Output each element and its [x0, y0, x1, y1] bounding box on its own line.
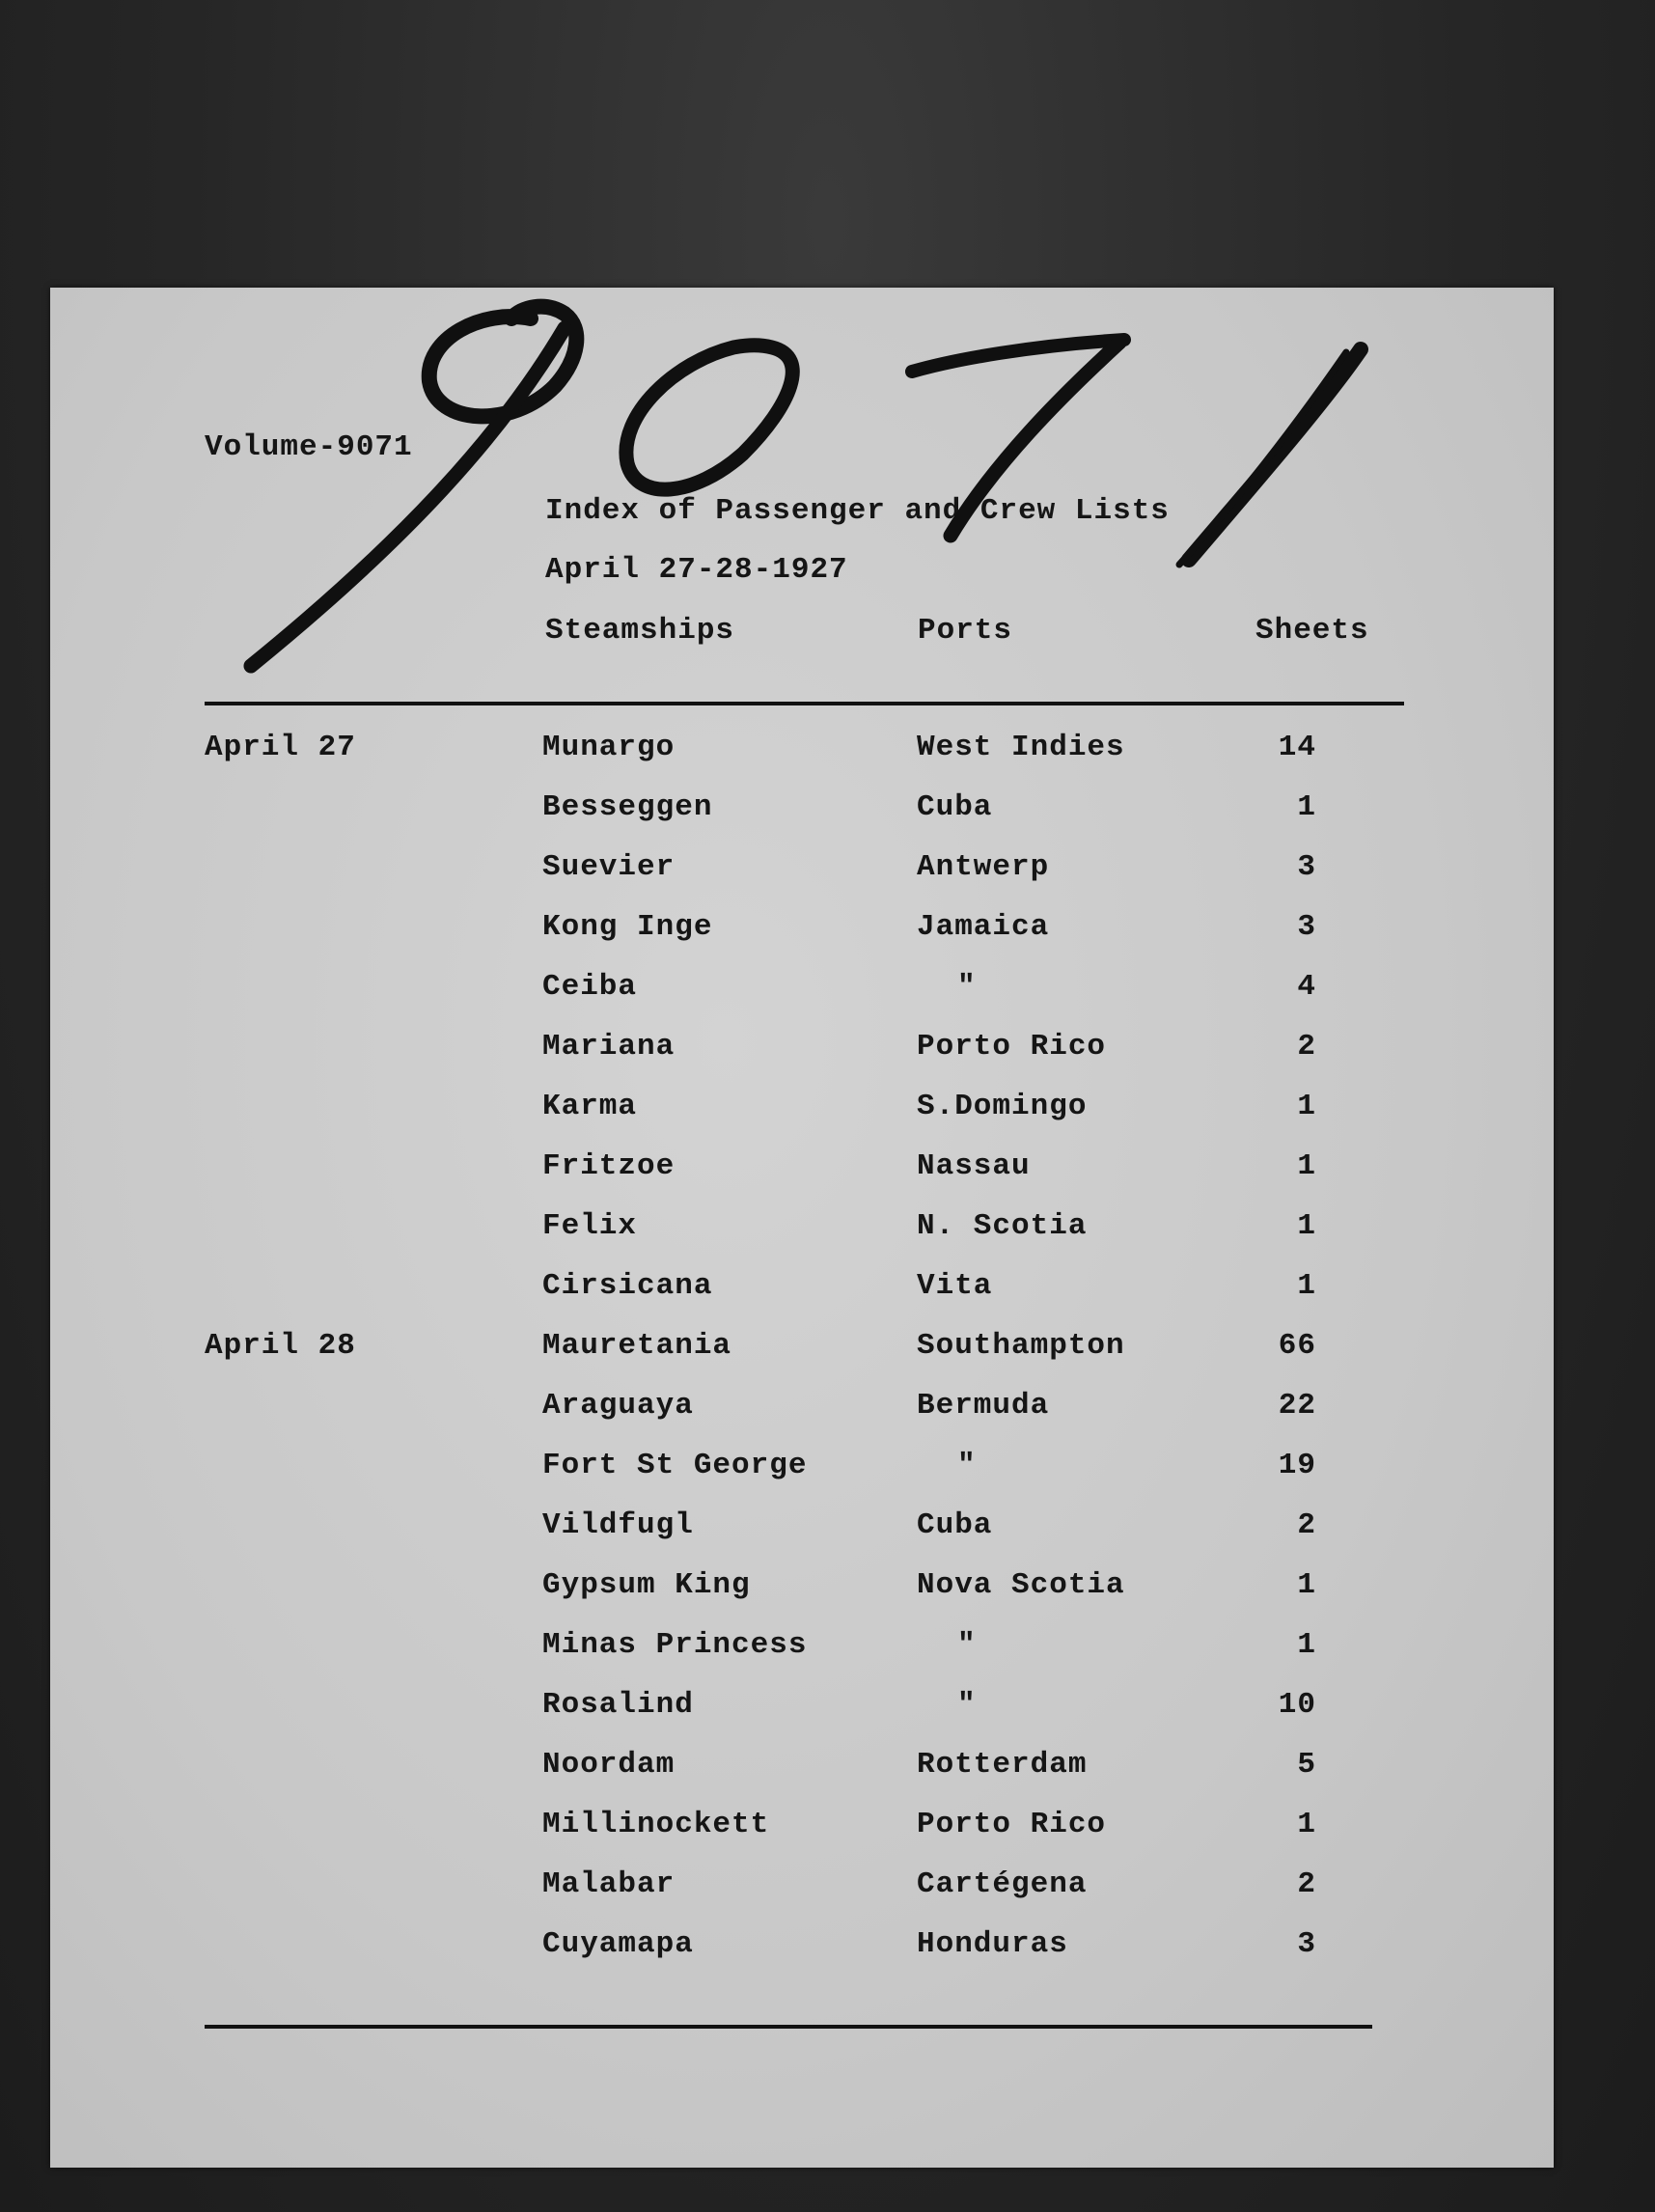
sheet-count: 5 [1297, 1748, 1316, 1782]
port-name: Jamaica [917, 910, 1050, 944]
sheet-count: 66 [1278, 1329, 1316, 1363]
footer-rule [205, 2025, 1372, 2029]
port-name: Cuba [917, 1508, 993, 1542]
sheet-count: 19 [1278, 1449, 1316, 1482]
ship-name: Minas Princess [542, 1628, 808, 1662]
port-name: " [957, 970, 977, 1004]
port-name: Antwerp [917, 850, 1050, 884]
ship-name: Fritzoe [542, 1149, 676, 1183]
sheet-count: 1 [1297, 1628, 1316, 1662]
port-name: N. Scotia [917, 1209, 1088, 1243]
header-rule [205, 702, 1404, 705]
port-name: " [957, 1688, 977, 1722]
ship-name: Mariana [542, 1030, 676, 1064]
ship-name: Malabar [542, 1867, 676, 1901]
port-name: Bermuda [917, 1389, 1050, 1423]
sheet-count: 14 [1278, 731, 1316, 764]
ship-name: Suevier [542, 850, 676, 884]
ship-name: Cuyamapa [542, 1927, 694, 1961]
sheet-count: 3 [1297, 1927, 1316, 1961]
ship-name: Araguaya [542, 1389, 694, 1423]
ship-name: Fort St George [542, 1449, 808, 1482]
sheet-count: 3 [1297, 850, 1316, 884]
ship-name: Karma [542, 1090, 638, 1123]
port-name: S.Domingo [917, 1090, 1088, 1123]
ship-name: Kong Inge [542, 910, 713, 944]
ship-name: Munargo [542, 731, 676, 764]
sheet-count: 4 [1297, 970, 1316, 1004]
sheet-count: 1 [1297, 1808, 1316, 1841]
ship-name: Rosalind [542, 1688, 694, 1722]
date-range: April 27-28-1927 [545, 553, 848, 587]
port-name: Honduras [917, 1927, 1068, 1961]
ship-name: Felix [542, 1209, 638, 1243]
port-name: Cuba [917, 790, 993, 824]
sheet-count: 2 [1297, 1508, 1316, 1542]
document-title: Index of Passenger and Crew Lists [545, 494, 1170, 528]
sheet-count: 1 [1297, 1568, 1316, 1602]
sheet-count: 2 [1297, 1030, 1316, 1064]
sheet-count: 10 [1278, 1688, 1316, 1722]
sheet-count: 1 [1297, 790, 1316, 824]
ship-name: Mauretania [542, 1329, 732, 1363]
sheet-count: 1 [1297, 1090, 1316, 1123]
sheet-count: 3 [1297, 910, 1316, 944]
group-date: April 28 [205, 1329, 356, 1363]
port-name: Southampton [917, 1329, 1125, 1363]
ship-name: Noordam [542, 1748, 676, 1782]
port-name: Rotterdam [917, 1748, 1088, 1782]
port-name: Porto Rico [917, 1030, 1107, 1064]
ship-name: Gypsum King [542, 1568, 751, 1602]
column-header-sheets: Sheets [1255, 614, 1369, 648]
port-name: Nassau [917, 1149, 1031, 1183]
port-name: " [957, 1449, 977, 1482]
sheet-count: 1 [1297, 1149, 1316, 1183]
ship-name: Millinockett [542, 1808, 770, 1841]
sheet-count: 1 [1297, 1269, 1316, 1303]
sheet-count: 22 [1278, 1389, 1316, 1423]
port-name: West Indies [917, 731, 1125, 764]
sheet-count: 2 [1297, 1867, 1316, 1901]
port-name: Porto Rico [917, 1808, 1107, 1841]
volume-label: Volume-9071 [205, 430, 413, 464]
ship-name: Vildfugl [542, 1508, 694, 1542]
port-name: Cartégena [917, 1867, 1088, 1901]
port-name: Nova Scotia [917, 1568, 1125, 1602]
sheet-count: 1 [1297, 1209, 1316, 1243]
ship-name: Besseggen [542, 790, 713, 824]
column-header-steamships: Steamships [545, 614, 735, 648]
port-name: Vita [917, 1269, 993, 1303]
ship-name: Ceiba [542, 970, 638, 1004]
port-name: " [957, 1628, 977, 1662]
group-date: April 27 [205, 731, 356, 764]
column-header-ports: Ports [918, 614, 1013, 648]
ship-name: Cirsicana [542, 1269, 713, 1303]
